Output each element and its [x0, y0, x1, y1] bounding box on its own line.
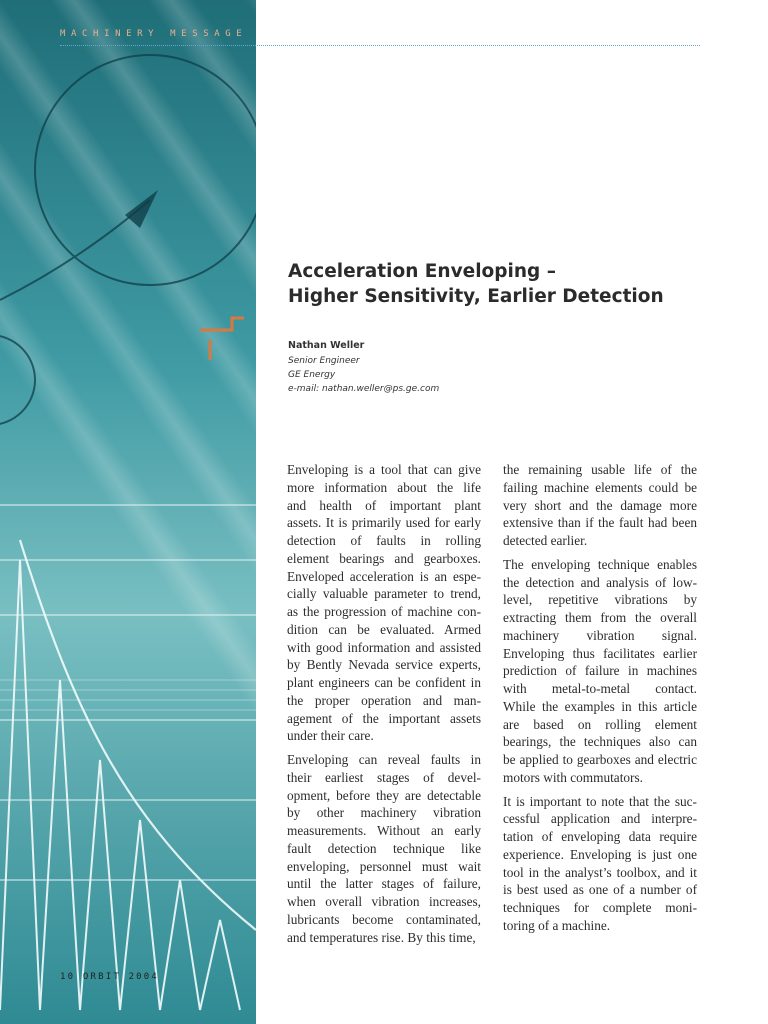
section-label: MACHINERY MESSAGE: [60, 29, 248, 39]
title-line-1: Acceleration Enveloping –: [288, 261, 556, 282]
text-line: failing machine elements could be: [503, 479, 697, 495]
text-line: bearings, the techniques also can: [503, 734, 697, 750]
text-line: The enveloping technique enables: [503, 556, 697, 572]
text-line: detection of faults in rolling: [287, 533, 481, 548]
text-line: the detection and analysis of low-: [503, 574, 697, 590]
text-line: motors with commutators.: [503, 769, 643, 785]
text-line: by other machinery vibration: [287, 805, 481, 821]
text-line: as the progression of machine con-: [287, 604, 481, 619]
text-line: under their care.: [287, 728, 374, 744]
body-paragraph: [287, 751, 481, 946]
text-line: prediction of failure in machines: [503, 663, 697, 679]
text-line: enveloping, personnel must wait: [287, 858, 481, 874]
text-line: lubricants become contaminated,: [287, 911, 481, 927]
text-line: machinery vibration signal.: [503, 627, 697, 643]
text-line: experience. Enveloping is just one: [503, 846, 697, 862]
text-line: be applied to gearboxes and electric: [503, 752, 697, 767]
author-email[interactable]: e-mail: nathan.weller@ps.ge.com: [288, 384, 440, 394]
decorative-machinery-illustration: [0, 0, 256, 1024]
text-line: Enveloped acceleration is an espe-: [287, 568, 481, 584]
text-line: when overall vibration increases,: [287, 894, 481, 909]
article-title: [288, 259, 748, 309]
text-line: Enveloping can reveal faults in: [287, 752, 481, 767]
body-column-right: [503, 461, 697, 941]
text-line: the proper operation and man-: [287, 692, 481, 708]
text-line: tool in the analyst’s toolbox, and it: [503, 864, 697, 880]
text-line: tation of enveloping data require: [503, 829, 697, 844]
text-line: cessful application and interpre-: [503, 811, 697, 827]
text-line: Enveloping thus facilitates earlier: [503, 645, 697, 661]
text-line: by Bently Nevada service experts,: [287, 657, 481, 673]
text-line: and temperatures rise. By this time,: [287, 929, 476, 945]
text-line: their earliest stages of devel-: [287, 769, 481, 785]
text-line: are based on rolling element: [503, 716, 697, 732]
text-line: cially valuable parameter to trend,: [287, 586, 481, 602]
text-line: Enveloping is a tool that can give: [287, 462, 481, 477]
title-line-2: Higher Sensitivity, Earlier Detection: [288, 286, 664, 307]
text-line: element bearings and gearboxes.: [287, 550, 481, 566]
text-line: with metal-to-metal contact.: [503, 681, 697, 696]
text-line: measurements. Without an early: [287, 823, 481, 838]
text-line: detected earlier.: [503, 533, 588, 548]
text-line: extensive than if the fault had been: [503, 515, 697, 531]
body-paragraph: [503, 556, 697, 787]
text-line: extracting them from the overall: [503, 610, 697, 625]
author-block: [288, 339, 588, 396]
text-line: agement of the important assets: [287, 710, 481, 726]
text-line: fault detection technique like: [287, 840, 481, 856]
text-line: more information about the life: [287, 479, 481, 495]
text-line: toring of a machine.: [503, 917, 611, 933]
text-line: with good information and assisted: [287, 639, 481, 655]
text-line: techniques for complete moni-: [503, 900, 697, 915]
text-line: While the examples in this article: [503, 698, 697, 714]
author-role: Senior Engineer: [288, 356, 360, 366]
cover-art-panel: [0, 0, 256, 1024]
text-line: opment, before they are detectable: [287, 787, 481, 803]
text-line: is best used as one of a number of: [503, 882, 697, 898]
text-line: It is important to note that the suc-: [503, 793, 697, 809]
body-paragraph: [503, 461, 697, 550]
author-name: Nathan Weller: [288, 340, 365, 351]
body-paragraph: [287, 461, 481, 745]
text-line: and health of important plant: [287, 497, 481, 513]
text-line: until the latter stages of failure,: [287, 876, 481, 892]
page-footer: 10 ORBIT 2004: [60, 972, 160, 982]
text-line: level, repetitive vibrations by: [503, 592, 697, 608]
text-line: plant engineers can be confident in: [287, 675, 481, 690]
text-line: dition can be evaluated. Armed: [287, 621, 481, 637]
header-dotted-rule: [60, 45, 700, 46]
text-line: the remaining usable life of the: [503, 462, 697, 477]
body-column-left: [287, 461, 481, 952]
text-line: very short and the damage more: [503, 497, 697, 513]
text-line: assets. It is primarily used for early: [287, 515, 481, 531]
author-company: GE Energy: [288, 370, 336, 380]
body-paragraph: [503, 793, 697, 935]
